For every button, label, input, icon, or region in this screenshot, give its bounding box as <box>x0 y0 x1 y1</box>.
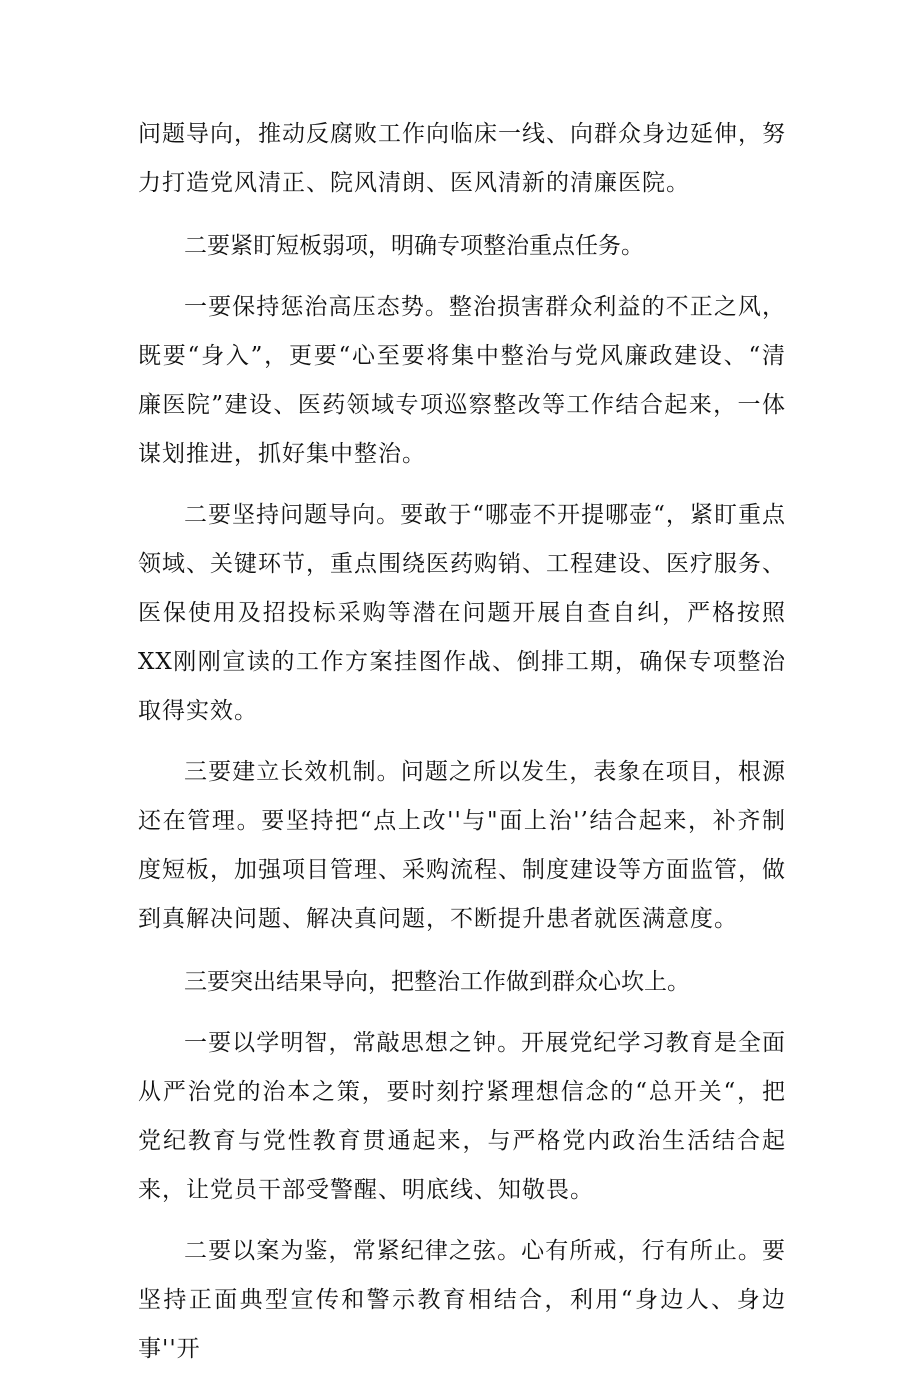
paragraph-1: 问题导向，推动反腐败工作向临床一线、向群众身边延伸，努力打造党风清正、院风清朗、医风清新的清廉医院。 <box>138 121 786 196</box>
document-page <box>138 110 786 1374</box>
section-heading-2: 二要紧盯短板弱项，明确专项整治重点任务。 <box>184 233 644 259</box>
paragraph-5: 一要以学明智，常敲思想之钟。开展党纪学习教育是全面从严治党的治本之策，要时刻拧紧理想信念的“总开关“，把党纪教育与党性教育贯通起来，与严格党内政治生活结合起来，让党员干部受警醒、明底线、知敬畏。 <box>138 1030 786 1203</box>
paragraph-2-lead: 一要保持惩治高压态势。 <box>184 294 449 320</box>
paragraph-2-body: 整治损害群众利益的不正之风，既要“身入”，更要“心至要将集中整治与党风廉政建设、“清廉医院”建设、医药领域专项巡察整改等工作结合起来，一体谋划推进，抓好集中整治。 <box>138 294 787 467</box>
section-heading-3: 三要突出结果导向，把整治工作做到群众心坎上。 <box>184 969 690 995</box>
paragraph-4: 三要建立长效机制。问题之所以发生，表象在项目，根源还在管理。要坚持把“点上改''与"面上治'’结合起来，补齐制度短板，加强项目管理、采购流程、制度建设等方面监管，做到真解决问题、解决真问题，不断提升患者就医满意度。 <box>138 759 786 932</box>
paragraph-6: 二要以案为鉴，常紧纪律之弦。心有所戒，行有所止。要坚持正面典型宣传和警示教育相结合，利用“身边人、身边事''开 <box>138 1238 786 1362</box>
paragraph-2 <box>138 283 786 479</box>
paragraph-3: 二要坚持问题导向。要敢于“哪壶不开提哪壶“，紧盯重点领域、关键环节，重点围绕医药购销、工程建设、医疗服务、医保使用及招投标采购等潜在问题开展自查自纠，严格按照XX刚刚宣读的工作方案挂图作战、倒排工期，确保专项整治取得实效。 <box>138 502 786 724</box>
